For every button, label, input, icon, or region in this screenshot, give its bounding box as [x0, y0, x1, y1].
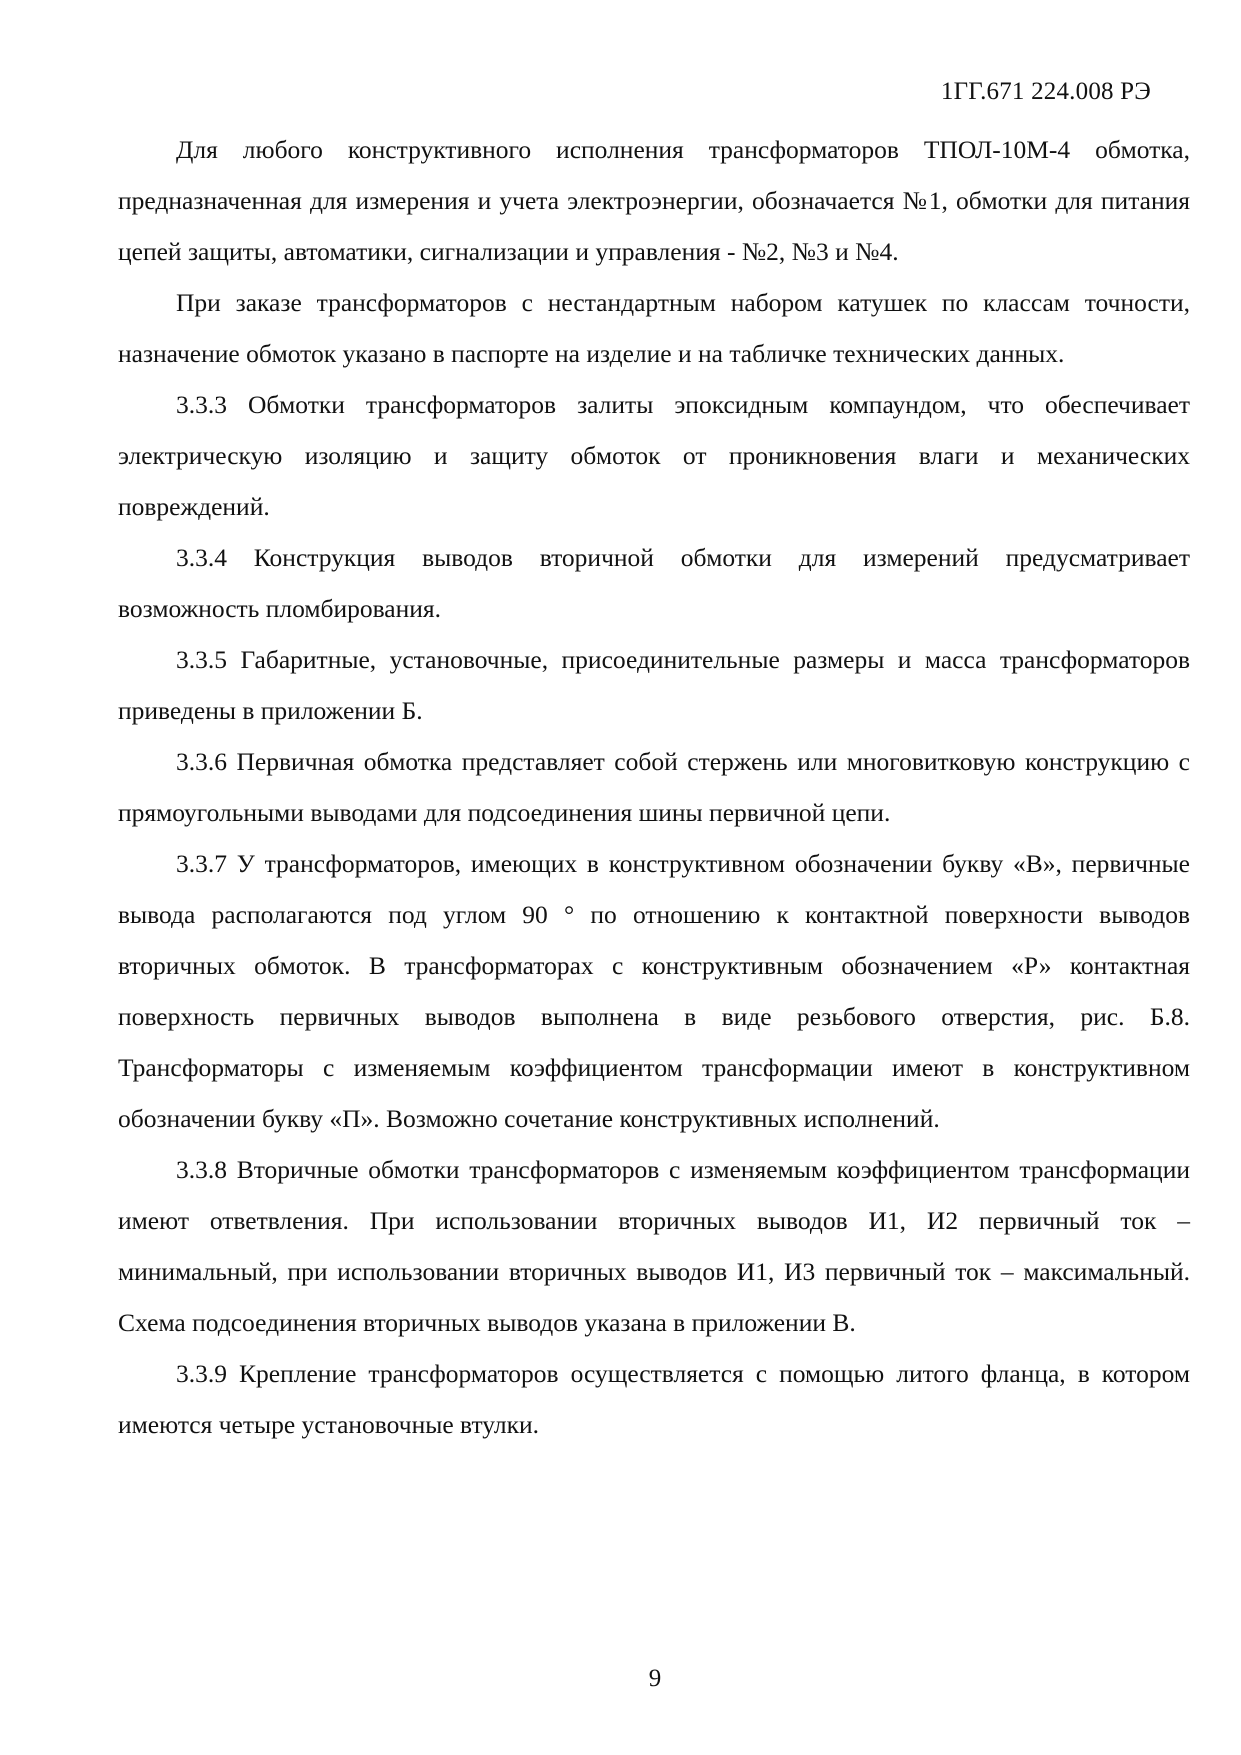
document-code: 1ГГ.671 224.008 РЭ: [940, 78, 1151, 105]
paragraph-3-3-5: 3.3.5 Габаритные, установочные, присоединительные размеры и масса трансформаторов приведены в приложении Б.: [118, 645, 1190, 725]
paragraph-3-3-8: 3.3.8 Вторичные обмотки трансформаторов с изменяемым коэффициентом трансформации имеют ответвления. При использовании вторичных выводов И1, И2 первичный ток – минимальный, при использовании вторичных выводов И1, И3 первичный ток – максимальный. Схема подсоединения вторичных выводов указана в приложении В.: [118, 1155, 1190, 1337]
paragraph-3-3-6: 3.3.6 Первичная обмотка представляет собой стержень или многовитковую конструкцию с прямоугольными выводами для подсоединения шины первичной цепи.: [118, 747, 1190, 827]
body-text: [118, 124, 1190, 1450]
paragraph-3-3-4: 3.3.4 Конструкция выводов вторичной обмотки для измерений предусматривает возможность пломбирования.: [118, 543, 1190, 623]
page-number: 9: [648, 1665, 662, 1692]
paragraph-windings-numbering: Для любого конструктивного исполнения трансформаторов ТПОЛ-10М-4 обмотка, предназначенная для измерения и учета электроэнергии, обозначается №1, обмотки для питания цепей защиты, автоматики, сигнализации и управления - №2, №3 и №4.: [118, 135, 1190, 266]
paragraph-nonstandard-order: При заказе трансформаторов с нестандартным набором катушек по классам точности, назначение обмоток указано в паспорте на изделие и на табличке технических данных.: [118, 288, 1190, 368]
paragraph-3-3-9: 3.3.9 Крепление трансформаторов осуществляется с помощью литого фланца, в котором имеются четыре установочные втулки.: [118, 1359, 1190, 1439]
paragraph-3-3-3: 3.3.3 Обмотки трансформаторов залиты эпоксидным компаундом, что обеспечивает электрическую изоляцию и защиту обмоток от проникновения влаги и механических повреждений.: [118, 390, 1190, 521]
paragraph-3-3-7: 3.3.7 У трансформаторов, имеющих в конструктивном обозначении букву «В», первичные вывода располагаются под углом 90 ° по отношению к контактной поверхности выводов вторичных обмоток. В трансформаторах с конструктивным обозначением «Р» контактная поверхность первичных выводов выполнена в виде резьбового отверстия, рис. Б.8. Трансформаторы с изменяемым коэффициентом трансформации имеют в конструктивном обозначении букву «П». Возможно сочетание конструктивных исполнений.: [118, 849, 1190, 1133]
